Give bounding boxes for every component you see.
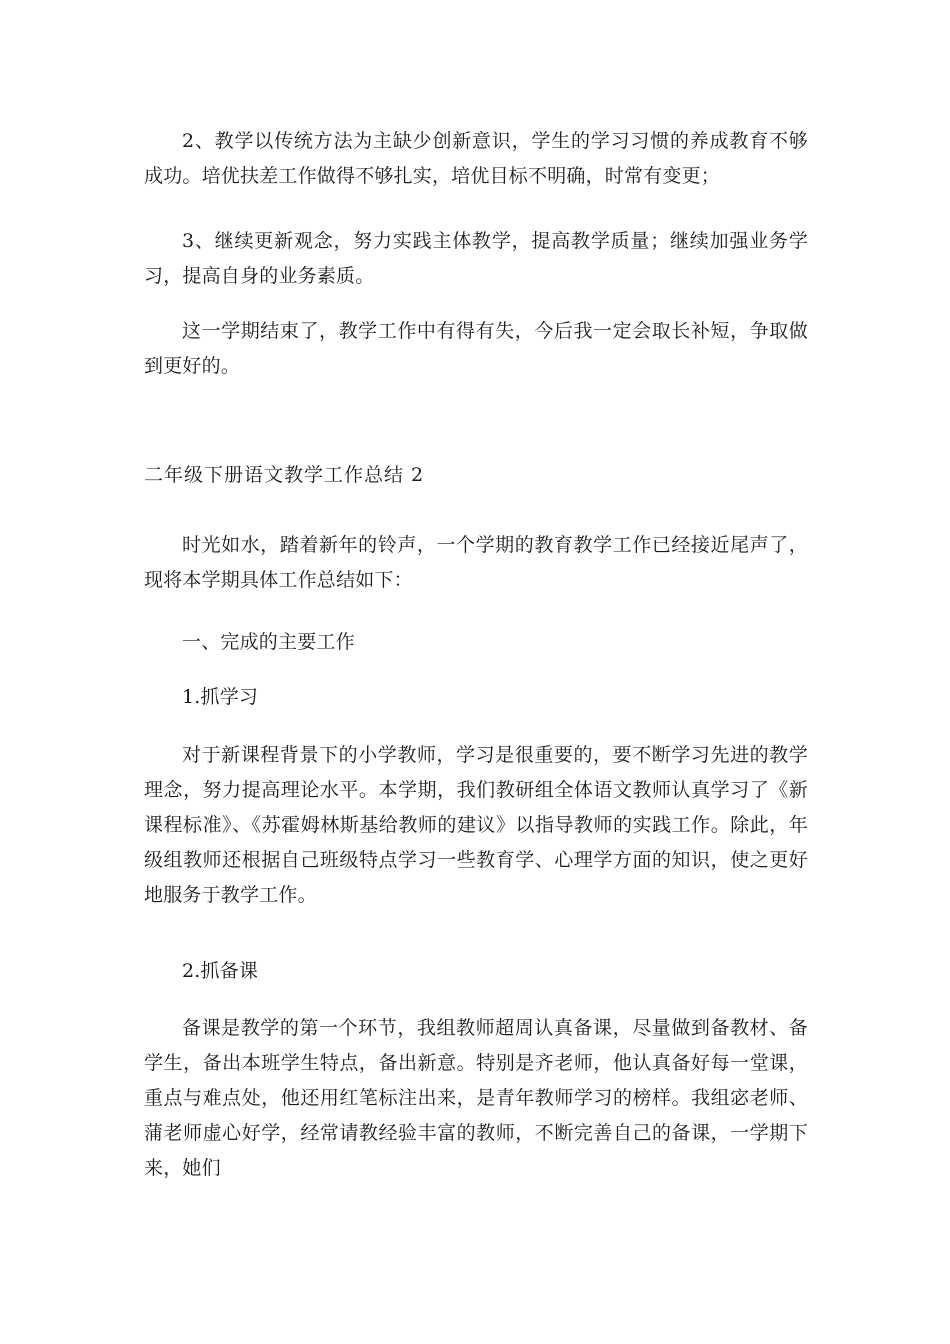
paragraph-lesson-prep: 备课是教学的第一个环节，我组教师超周认真备课，尽量做到备教材、备学生，备出本班学生特点，备出新意。特别是齐老师，他认真备好每一堂课，重点与难点处，他还用红笔标注出来，是青年教师学习的榜样。我组宓老师、蒲老师虚心好学，经常请教经验丰富的教师，不断完善自己的备课，一学期下来，她们 <box>144 1017 808 1179</box>
paragraph-item-2: 2、教学以传统方法为主缺少创新意识，学生的学习习惯的养成教育不够成功。培优扶差工作做得不够扎实，培优目标不明确，时常有变更； <box>144 130 808 187</box>
section-heading: 二年级下册语文教学工作总结 2 <box>144 464 425 486</box>
paragraph-intro: 时光如水，踏着新年的铃声，一个学期的教育教学工作已经接近尾声了，现将本学期具体工作总结如下： <box>144 534 808 591</box>
paragraph-study: 对于新课程背景下的小学教师，学习是很重要的，要不断学习先进的教学理念，努力提高理论水平。本学期，我们教研组全体语文教师认真学习了《新课程标准》、《苏霍姆林斯基给教师的建议》以指导教师的实践工作。除此，年级组教师还根据自己班级特点学习一些教育学、心理学方面的知识，使之更好地服务于教学工作。 <box>144 744 808 906</box>
paragraph-item-3: 3、继续更新观念，努力实践主体教学，提高教学质量；继续加强业务学习，提高自身的业务素质。 <box>144 230 808 287</box>
subheading-lesson-prep: 2.抓备课 <box>182 960 259 982</box>
subheading-main-work: 一、完成的主要工作 <box>182 631 355 653</box>
subheading-study: 1.抓学习 <box>182 686 259 708</box>
paragraph-conclusion: 这一学期结束了，教学工作中有得有失，今后我一定会取长补短，争取做到更好的。 <box>144 320 808 377</box>
